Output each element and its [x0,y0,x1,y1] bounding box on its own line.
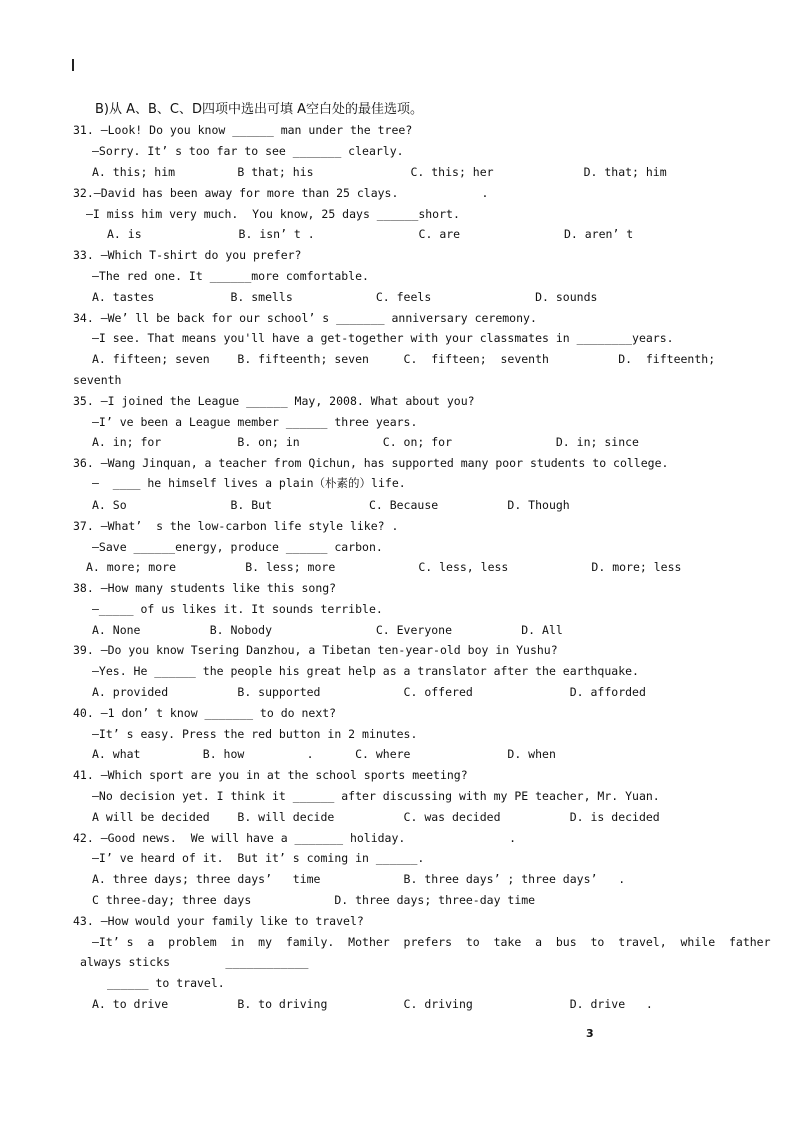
q32-options: A. is B. isn’ t . C. are D. aren’ t [107,227,634,241]
q37-response: —Save ______energy, produce ______ carbon. [92,540,383,554]
q33-options: A. tastes B. smells C. feels D. sounds [92,290,598,304]
q36-response: — ____ he himself lives a plain（朴素的）life. [92,476,406,490]
q36-line: 36. —Wang Jinquan, a teacher from Qichun, has supported many poor students to college. [73,456,669,470]
q35-options: A. in; for B. on; in C. on; for D. in; since [92,435,639,449]
q31-response: —Sorry. It’ s too far to see _______ clearly. [92,144,404,158]
q42-options-cd: C three-day; three days D. three days; three-day time [92,893,536,907]
page-number: 3 [586,1027,594,1040]
q34-options: A. fifteen; seven B. fifteenth; seven C. fifteen; seventh D. fifteenth; [92,352,716,366]
q43-response-wrap: always sticks ____________ [80,955,309,969]
q39-line: 39. —Do you know Tsering Danzhou, a Tibetan ten-year-old boy in Yushu? [73,643,558,657]
q33-response: —The red one. It ______more comfortable. [92,269,369,283]
q40-line: 40. —1 don’ t know _______ to do next? [73,706,337,720]
section-heading: B)从 A、B、C、D四项中选出可填 A空白处的最佳选项。 [95,102,424,117]
q37-options: A. more; more B. less; more C. less, less D. more; less [86,560,682,574]
q37-line: 37. —What’ s the low-carbon life style like? . [73,519,399,533]
q41-response: —No decision yet. I think it ______ after discussing with my PE teacher, Mr. Yuan. [92,789,660,803]
q43-options: A. to drive B. to driving C. driving D. drive . [92,997,653,1011]
q41-options: A will be decided B. will decide C. was decided D. is decided [92,810,660,824]
q40-response: —It’ s easy. Press the red button in 2 minutes. [92,727,418,741]
q35-line: 35. —I joined the League ______ May, 2008. What about you? [73,394,475,408]
q39-options: A. provided B. supported C. offered D. afforded [92,685,646,699]
margin-mark [72,59,74,71]
q34-options-wrap: seventh [73,373,122,387]
q38-options: A. None B. Nobody C. Everyone D. All [92,623,563,637]
q34-response: —I see. That means you'll have a get-together with your classmates in ________years. [92,331,674,345]
q31-line: 31. —Look! Do you know ______ man under the tree? [73,123,413,137]
q31-options: A. this; him B that; his C. this; her D. that; him [92,165,667,179]
q32-response: —I miss him very much. You know, 25 days ______short. [86,207,460,221]
q39-response: —Yes. He ______ the people his great help as a translator after the earthquake. [92,664,639,678]
q33-line: 33. —Which T-shirt do you prefer? [73,248,302,262]
q34-line: 34. —We’ ll be back for our school’ s _______ anniversary ceremony. [73,311,537,325]
q43-response: —It’ s a problem in my family. Mother prefers to take a bus to travel, while father [92,935,771,949]
q36-options: A. So B. But C. Because D. Though [92,498,570,512]
q42-response: —I’ ve heard of it. But it’ s coming in ______. [92,851,425,865]
q35-response: —I’ ve been a League member ______ three years. [92,415,418,429]
q38-line: 38. —How many students like this song? [73,581,337,595]
q43-line: 43. —How would your family like to travel? [73,914,364,928]
q40-options: A. what B. how . C. where D. when [92,747,556,761]
q42-options-ab: A. three days; three days’ time B. three days’ ; three days’ . [92,872,626,886]
q42-line: 42. —Good news. We will have a _______ holiday. . [73,831,517,845]
q38-response: —_____ of us likes it. It sounds terrible. [92,602,383,616]
q41-line: 41. —Which sport are you in at the school sports meeting? [73,768,468,782]
q32-line: 32.—David has been away for more than 25 clays. . [73,186,489,200]
q43-response-end: ______ to travel. [107,976,225,990]
